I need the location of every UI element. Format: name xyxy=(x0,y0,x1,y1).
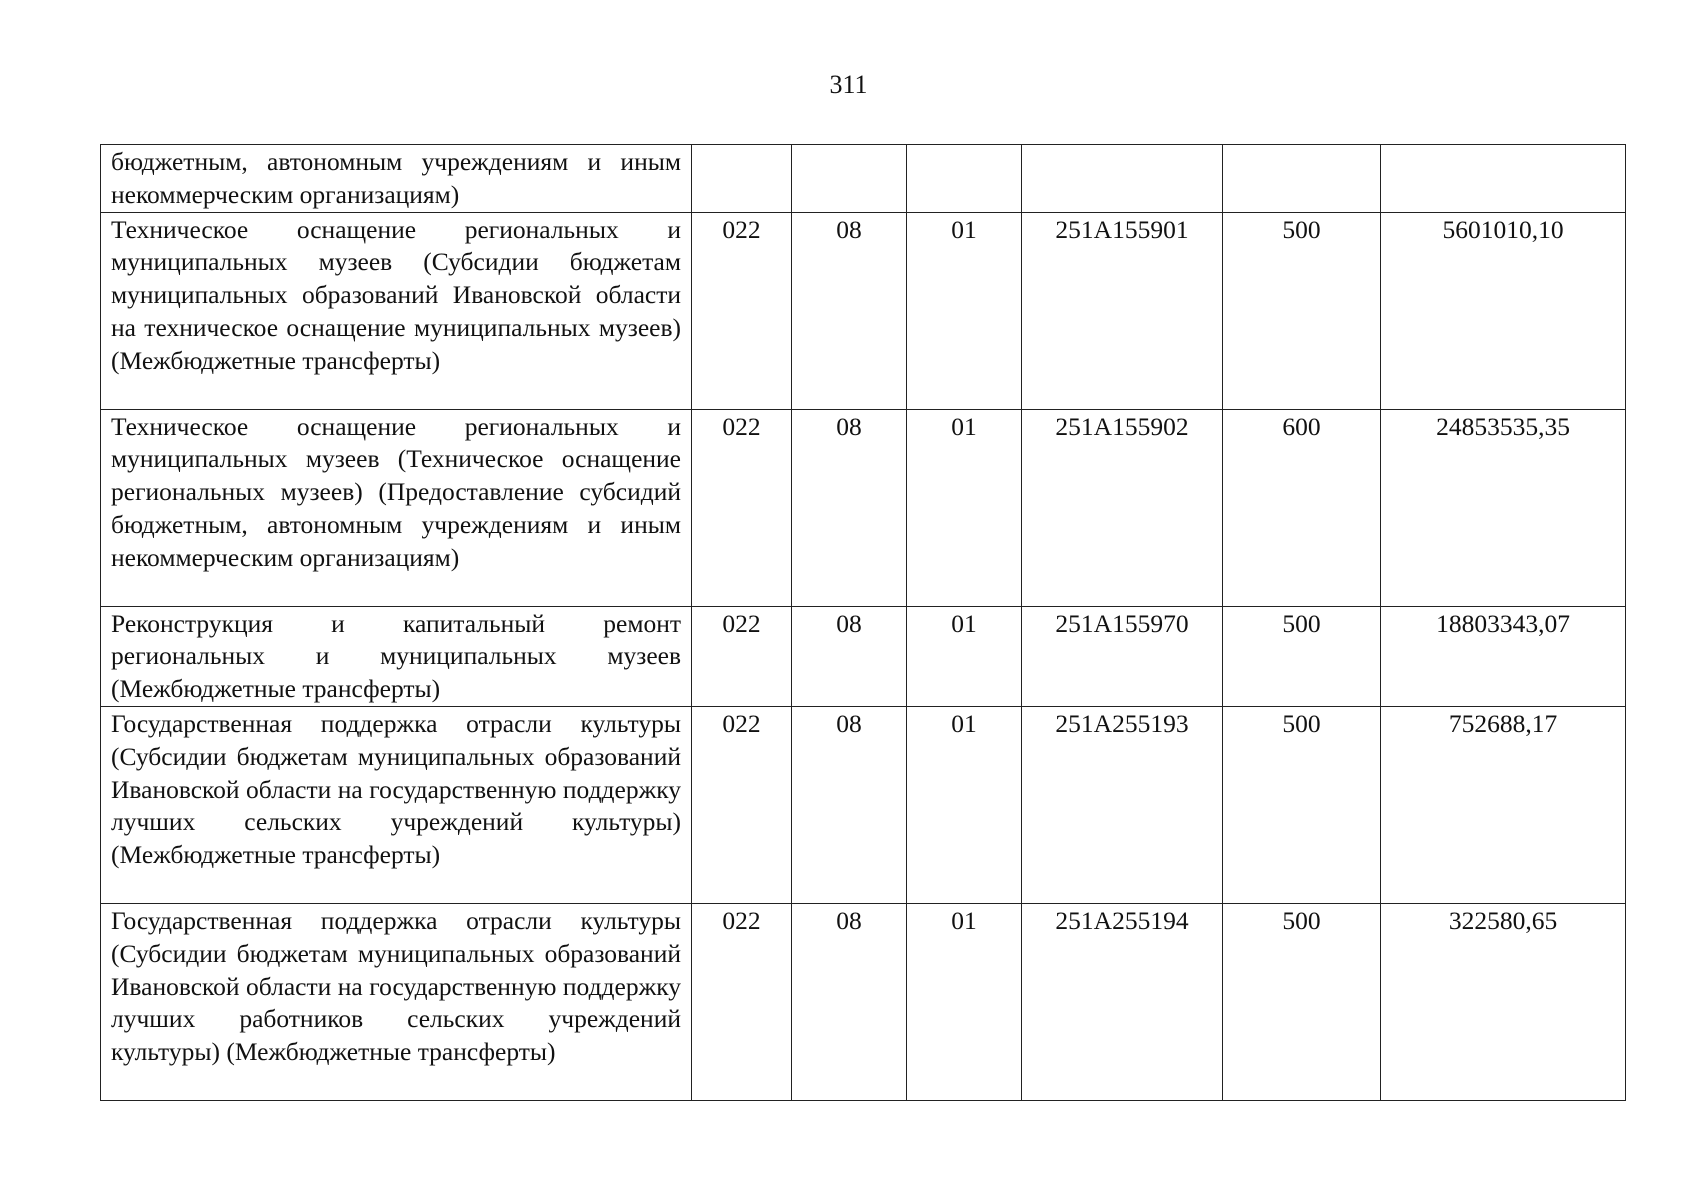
amount: 322580,65 xyxy=(1381,903,1626,1100)
row-description: бюджетным, автономным учреждениям и иным некоммерческим организациям) xyxy=(101,145,692,213)
amount: 24853535,35 xyxy=(1381,409,1626,606)
subsection-code xyxy=(907,145,1022,213)
row-description: Реконструкция и капитальный ремонт региональных и муниципальных музеев (Межбюджетные трансферты) xyxy=(101,606,692,706)
subsection-code: 01 xyxy=(907,606,1022,706)
expense-type-code xyxy=(1223,145,1381,213)
table-row xyxy=(101,903,1626,1100)
table-row xyxy=(101,145,1626,213)
target-article-code xyxy=(1022,145,1223,213)
row-description: Техническое оснащение региональных и муниципальных музеев (Техническое оснащение региональных музеев) (Предоставление субсидий бюджетным, автономным учреждениям и иным некоммерческим организациям) xyxy=(101,409,692,606)
ministry-code: 022 xyxy=(692,606,792,706)
section-code xyxy=(792,145,907,213)
row-description: Государственная поддержка отрасли культуры (Субсидии бюджетам муниципальных образований Ивановской области на государственную поддержку лучших сельских учреждений культуры) (Межбюджетные трансферты) xyxy=(101,706,692,903)
subsection-code: 01 xyxy=(907,409,1022,606)
budget-table xyxy=(100,144,1626,1101)
ministry-code: 022 xyxy=(692,409,792,606)
target-article-code: 251A155902 xyxy=(1022,409,1223,606)
expense-type-code: 500 xyxy=(1223,706,1381,903)
table-row xyxy=(101,409,1626,606)
ministry-code: 022 xyxy=(692,212,792,409)
target-article-code: 251A255194 xyxy=(1022,903,1223,1100)
expense-type-code: 500 xyxy=(1223,212,1381,409)
expense-type-code: 500 xyxy=(1223,606,1381,706)
section-code: 08 xyxy=(792,606,907,706)
amount: 5601010,10 xyxy=(1381,212,1626,409)
page-number: 311 xyxy=(829,70,868,99)
section-code: 08 xyxy=(792,212,907,409)
target-article-code: 251A155901 xyxy=(1022,212,1223,409)
section-code: 08 xyxy=(792,706,907,903)
amount xyxy=(1381,145,1626,213)
amount: 18803343,07 xyxy=(1381,606,1626,706)
row-description: Государственная поддержка отрасли культуры (Субсидии бюджетам муниципальных образований Ивановской области на государственную поддержку лучших работников сельских учреждений культуры) (Межбюджетные трансферты) xyxy=(101,903,692,1100)
subsection-code: 01 xyxy=(907,212,1022,409)
expense-type-code: 600 xyxy=(1223,409,1381,606)
target-article-code: 251A255193 xyxy=(1022,706,1223,903)
ministry-code xyxy=(692,145,792,213)
subsection-code: 01 xyxy=(907,706,1022,903)
ministry-code: 022 xyxy=(692,903,792,1100)
expense-type-code: 500 xyxy=(1223,903,1381,1100)
row-description: Техническое оснащение региональных и муниципальных музеев (Субсидии бюджетам муниципальных образований Ивановской области на техническое оснащение муниципальных музеев) (Межбюджетные трансферты) xyxy=(101,212,692,409)
subsection-code: 01 xyxy=(907,903,1022,1100)
amount: 752688,17 xyxy=(1381,706,1626,903)
table-row xyxy=(101,706,1626,903)
section-code: 08 xyxy=(792,903,907,1100)
section-code: 08 xyxy=(792,409,907,606)
target-article-code: 251A155970 xyxy=(1022,606,1223,706)
table-row xyxy=(101,212,1626,409)
ministry-code: 022 xyxy=(692,706,792,903)
table-row xyxy=(101,606,1626,706)
